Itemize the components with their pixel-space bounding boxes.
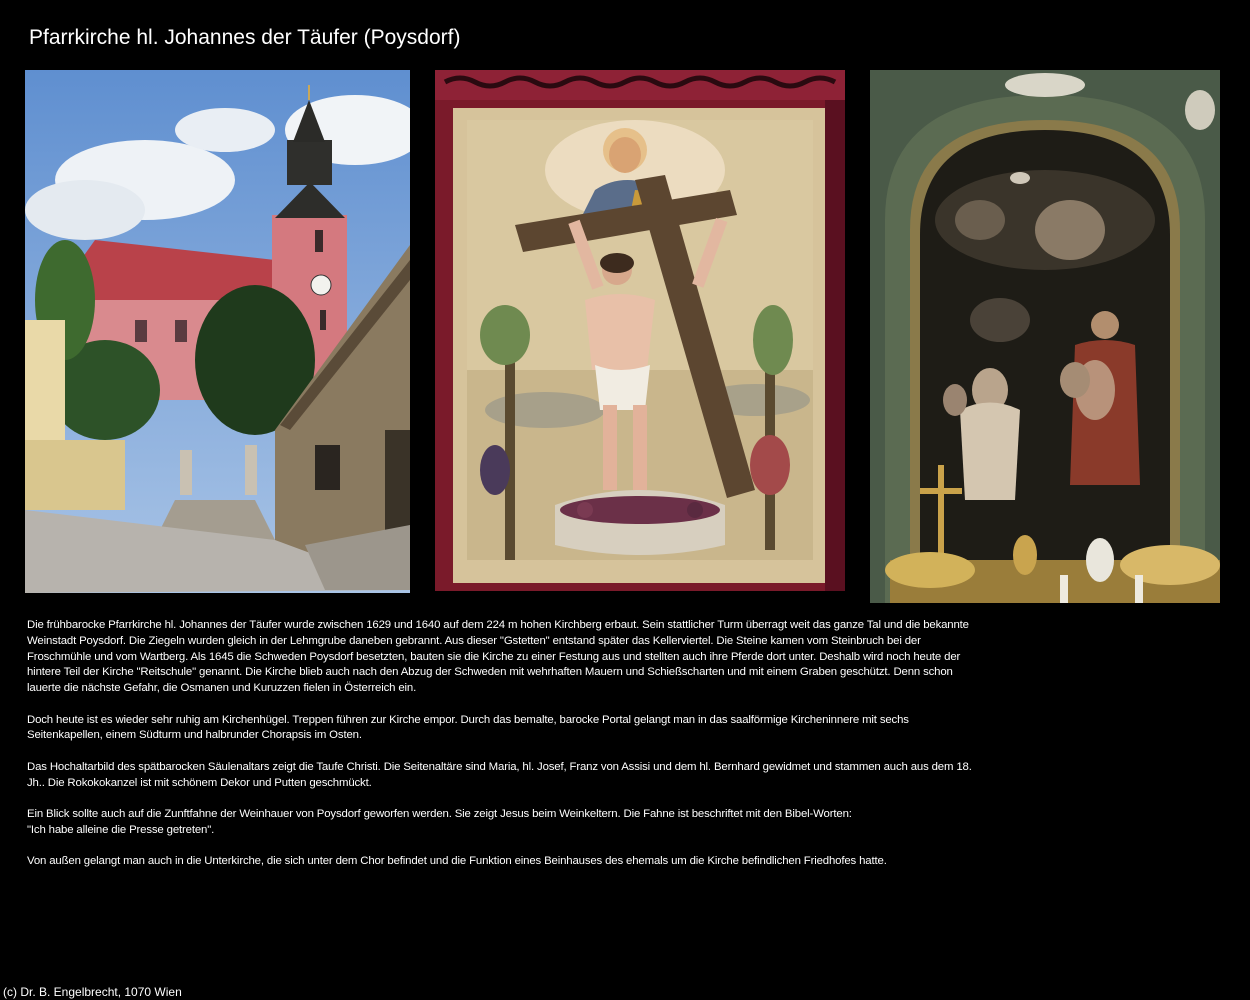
description-paragraph-5: Von außen gelangt man auch in die Unterkirche, die sich unter dem Chor befindet und die Funktion eines Beinhauses des ehemals um die Kirche befindlichen Friedhofes hatte.: [27, 855, 887, 868]
description-paragraph-4: Ein Blick sollte auch auf die Zunftfahne der Weinhauer von Poysdorf geworfen werden. Sie zeigt Jesus beim Weinkeltern. Die Fahne ist beschriftet mit den Bibel-Worten: "Ich habe alleine die Presse getreten".: [27, 807, 852, 836]
description-paragraph-1: Die frühbarocke Pfarrkirche hl. Johannes der Täufer wurde zwischen 1629 und 1640 auf dem 224 m hohen Kirchberg erbaut. Sein stattlicher Turm überragt weit das ganze Tal und die bekannte Weinstadt Poysdorf. Die Ziegeln wurden gleich in der Lehmgrube daneben gebrannt. Aus dieser "Gstetten" entstand später das Kellerviertel. Die Steine kamen vom Steinbruch bei der Froschmühle und vom Wartberg. Als 1645 die Schweden Poysdorf besetzten, bauten sie die Kirche zu einer Festung aus und stellten auch ihre Pferde dort unter. Deshalb wird noch heute der hintere Teil der Kirche "Reitschule" genannt. Die Kirche blieb auch nach den Abzug der Schweden mit wehrhaften Mauern und Schießscharten und mit einem Graben geschützt. Denn schon lauerte die nächste Gefahr, die Osmanen und Kuruzzen fielen in Österreich ein.: [27, 619, 969, 695]
church-exterior-photo: [25, 70, 410, 593]
guild-banner-photo: [435, 70, 845, 591]
description-paragraph-3: Das Hochaltarbild des spätbarocken Säulenaltars zeigt die Taufe Christi. Die Seitenaltäre sind Maria, hl. Josef, Franz von Assisi und dem hl. Bernhard gewidmet und stammen auch aus dem 18. Jh.. Die Rokokokanzel ist mit schönem Dekor und Putten geschmückt.: [27, 760, 972, 789]
description-text: [27, 618, 972, 886]
high-altar-painting-photo: [870, 70, 1220, 603]
description-paragraph-2: Doch heute ist es wieder sehr ruhig am Kirchenhügel. Treppen führen zur Kirche empor. Durch das bemalte, barocke Portal gelangt man in das saalförmige Kircheninnere mit sechs Seitenkapellen, einem Südturm und halbrunder Chorapsis im Osten.: [27, 713, 909, 742]
page-title: Pfarrkirche hl. Johannes der Täufer (Poysdorf): [29, 26, 461, 49]
copyright-footer: (c) Dr. B. Engelbrecht, 1070 Wien: [3, 985, 182, 999]
